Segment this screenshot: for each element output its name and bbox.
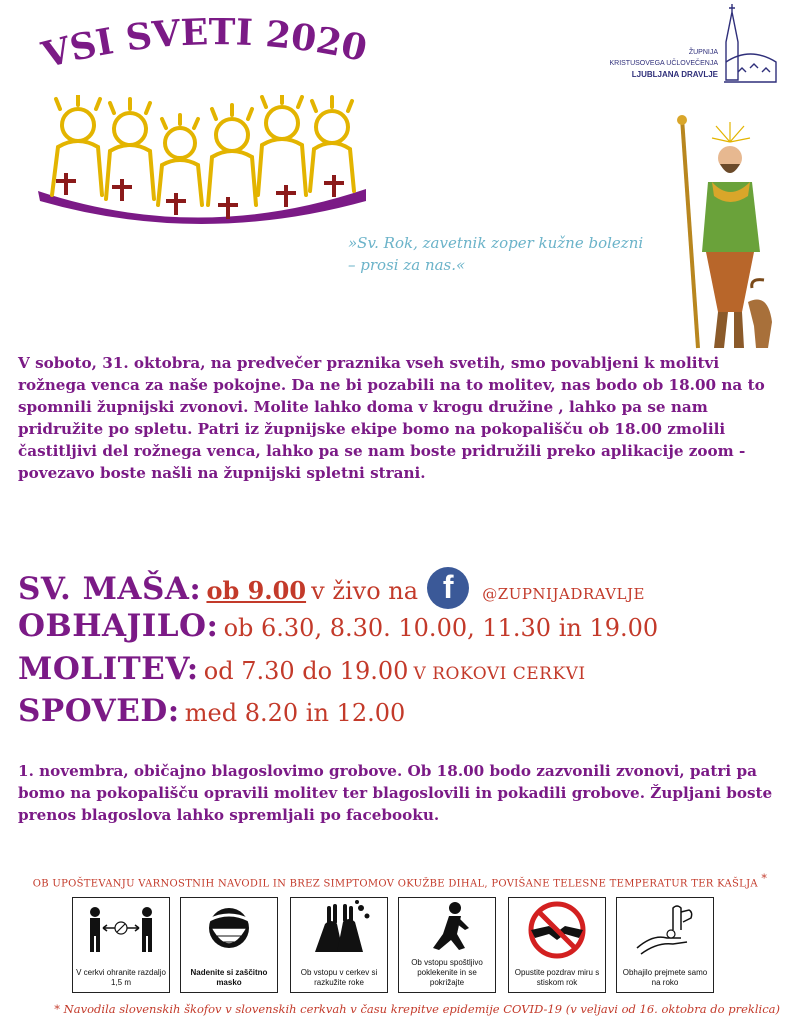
communion-times: ob 6.30, 8.30. 10.00, 11.30 in 19.00 [223, 614, 659, 642]
cross-2 [112, 179, 132, 201]
safety-caption-communion: Obhajilo prejmete samo na roko [622, 968, 708, 987]
prayer-place: V ROKOVI CERKVI [413, 664, 586, 684]
mass-live-text: v živo na [311, 577, 419, 605]
cross-3 [166, 193, 186, 215]
cross-1 [56, 173, 76, 195]
saint-roch-quote [348, 232, 698, 276]
safety-card-disinfect [290, 897, 388, 993]
mass-row [18, 567, 645, 609]
safety-card-no-handshake [508, 897, 606, 993]
mass-label: SV. MAŠA: [18, 571, 202, 607]
safety-heading [20, 872, 780, 889]
no-handshake-icon [509, 898, 605, 964]
footnote: * Navodila slovenskih škofov v slovenskih cerkvah v času krepitve epidemije COVID-19 (v veljavi od 16. oktobra do preklica) [54, 1002, 780, 1016]
logo-line-parish: ŽUPNIJA [688, 49, 718, 56]
quote-line-2: – prosi za nas.« [348, 256, 466, 274]
confession-times: med 8.20 in 12.00 [184, 699, 406, 727]
kneel-icon [399, 898, 495, 958]
safety-card-communion [616, 897, 714, 993]
logo-line-name: KRISTUSOVEGA UČLOVEČENJA [609, 60, 718, 67]
communion-row [18, 608, 658, 644]
cross-5 [276, 185, 296, 207]
page-title [38, 18, 378, 78]
prayer-row [18, 651, 586, 687]
disinfect-hands-icon [291, 898, 387, 962]
facebook-letter: f [442, 569, 454, 605]
safety-heading-text: OB UPOŠTEVANJU VARNOSTNIH NAVODIL IN BREZ SIMPTOMOV OKUŽBE DIHAL, POVIŠANE TELESNE TEMPERATUR TER KAŠLJA [32, 878, 758, 890]
safety-caption-disinfect: Ob vstopu v cerkev si razkužite roke [300, 968, 378, 987]
distance-icon [73, 898, 169, 962]
mass-time: ob 9.00 [206, 576, 307, 605]
cross-6 [324, 175, 344, 197]
prayer-label: MOLITEV: [18, 651, 199, 687]
communion-hand-icon [617, 898, 713, 962]
communion-label: OBHAJILO: [18, 608, 219, 644]
announcement-paragraph-2: 1. novembra, običajno blagoslovimo grobove. Ob 18.00 bodo zazvonili zvonovi, patri pa bomo na pokopališču opravili molitev ter blagoslovili in pokadili grobove. Župljani boste prenos blagoslova lahko spremljali po facebooku. [18, 762, 773, 824]
safety-caption-distance: V cerkvi ohranite razdaljo 1,5 m [76, 968, 166, 987]
facebook-icon[interactable] [427, 567, 469, 609]
page-title-text: VSI SVETI 2020 [38, 18, 371, 77]
confession-label: SPOVED: [18, 693, 180, 729]
safety-caption-kneel: Ob vstopu spoštljivo poklekenite in se pokrižajte [411, 958, 483, 987]
quote-line-1: »Sv. Rok, zavetnik zoper kužne bolezni [348, 234, 644, 252]
prayer-times: od 7.30 do 19.00 [203, 657, 409, 685]
safety-card-distance [72, 897, 170, 993]
logo-line-place: LJUBLJANA DRAVLJE [631, 70, 718, 79]
safety-card-mask [180, 897, 278, 993]
saint-figure-4 [208, 105, 256, 205]
saint-figure-5 [258, 95, 306, 195]
cross-4 [218, 197, 238, 219]
saint-figure-2 [106, 99, 154, 199]
announcement-paragraph-1: V soboto, 31. oktobra, na predvečer praznika vseh svetih, smo povabljeni k molitvi rožnega venca za naše pokojne. Da ne bi pozabili na to molitev, nas bodo ob 18.00 na to spomnili župnijski zvonovi. Molite lahko doma v krogu družine , lahko pa se nam pridružite po spletu. Patri iz župnijske ekipe bomo na pokopališču ob 18.00 zmolili častitljivi del rožnega venca, lahko pa se nam boste pridružili preko aplikacije zoom - povezavo boste našli na župnijski spletni strani. [18, 354, 765, 482]
facebook-handle[interactable]: @ZUPNIJADRAVLJE [482, 585, 645, 603]
parish-logo [600, 0, 786, 90]
svg-text:VSI SVETI 2020 [38, 18, 371, 77]
safety-asterisk: * [761, 872, 768, 885]
saint-figure-3 [158, 115, 202, 205]
safety-caption-mask: Nadenite si zaščitno masko [190, 968, 268, 987]
church-icon [720, 2, 780, 86]
safety-card-kneel [398, 897, 496, 993]
all-saints-illustration [30, 95, 370, 235]
safety-caption-no-handshake: Opustite pozdrav miru s stiskom rok [514, 968, 600, 987]
mask-icon [181, 898, 277, 964]
confession-row [18, 693, 405, 729]
